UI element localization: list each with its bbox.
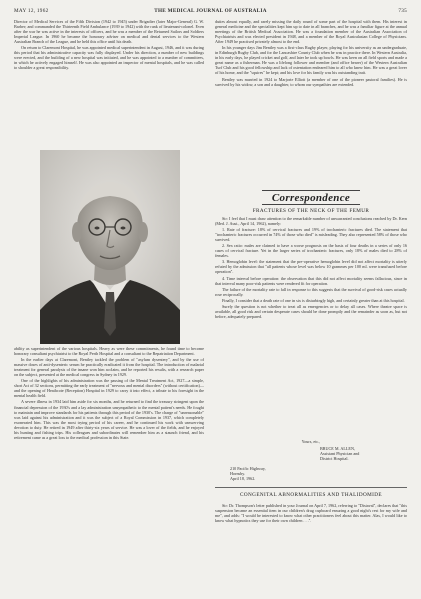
paragraph: A severe illness in 1934 laid him aside for six months, and he returned to find the treasury stringent upon the financial depression of the 1930's and a lay administration unsympathetic to the mental patient's needs. He fought to maintain and improve standards for his patients through this period of the 1930's. The charge of "unreasonable" was laid against his administration and it was the subject of a Royal Commission in 1937, which completely exonerated him. This was the most trying period of his career, and he continued his work with unswerving devotion to duty. He retired in 1949 after thirty-six years of service. He was a lover of the fields, and he enjoyed his hunting and fishing trips. His colleagues and subordinates will remember him as a staunch friend, and his retirement came as a great loss to the medical profession in this State. bbox=[14, 399, 204, 440]
header-journal-title: THE MEDICAL JOURNAL OF AUSTRALIA bbox=[154, 8, 267, 14]
paragraph: Bentley was married in 1924 to Marjorie Elliott (a member of one of the pioneer pastoral families). He is survived by his widow, a son and a daughter, to whom our sympathies are extended. bbox=[215, 76, 407, 87]
letter-signature bbox=[320, 446, 410, 461]
letter-closing: Yours, etc., bbox=[301, 439, 321, 444]
header-date: MAY 12, 1962 bbox=[14, 8, 49, 14]
signer-title: Assistant Physician and bbox=[320, 451, 360, 457]
paragraph: One of the highlights of his administration was the passing of the Mental Treatment Act, 1927—a simple, short Act of 32 sections, permitting the early treatment of "nervous and mental disorders" (without certification)—and the opening of Heathcote (Reception) Hospital in 1929 to carry it into effect, a tribute to his foresight in the mental health field. bbox=[14, 378, 204, 399]
letter-heading-fractures: FRACTURES OF THE NECK OF THE FEMUR bbox=[252, 208, 370, 214]
divider bbox=[262, 204, 360, 205]
address-line: Hornsby. bbox=[230, 471, 246, 477]
paragraph: Sir: Dr. Thompson's letter published in your Journal on April 7, 1962, referring to "Distaval", declares that "this suspension became an essential item in our children's drug cupboard ensuring a good night's rest for my wife and me", and adds: "I would be interested to know what other practitioners feel about this matter. Alas, I would like to know what hypnotics they use for their own children . . .". bbox=[215, 503, 407, 524]
signer-name: BRUCE M. ALLEN, bbox=[320, 446, 355, 451]
paragraph: 4. Time interval before operation: the observation that this did not affect mortality seems fallacious, since in that interval many poor-risk patients were rendered fit for operation. bbox=[215, 275, 407, 286]
right-column-obituary-text bbox=[215, 19, 407, 183]
portrait-image bbox=[40, 150, 180, 344]
paragraph: Director of Medical Services of the Fifth Division (1942 to 1945) under Brigadier (later Major-General) G. W. Barber; and commanded the Thirteenth Field Ambulance (1939 to 1942) with the rank of lieutenant-colonel. Even after the war he was active in the interests of officers, and he was a member of the Returned Sailors and Soldiers Imperial League. In 1960 he became the honorary adviser on medical and dental services to the Western Australian Branch of the League, and he held this office until his death. bbox=[14, 19, 204, 45]
address-line: 210 Pacific Highway, bbox=[230, 466, 266, 471]
letter-thalidomide-body bbox=[215, 503, 407, 555]
paragraph: Surely the question is not whether to treat all as emergencies or to delay all cases. Where theatre space is available, all good risk and certain desperate cases should be done promptly and the remainder as soon as, but not before, adequately prepared. bbox=[215, 303, 407, 319]
paragraph: Finally, I consider that a death rate of one in six is disturbingly high, and certainly greater than at this hospital. bbox=[222, 297, 405, 303]
page-header bbox=[14, 6, 407, 16]
paragraph: On return to Claremont Hospital, he was appointed medical superintendent in August, 1946, and it was during this period that his administrative capacity was fully displayed. Under his direction, a number of new buildings were erected, and the building of a new hospital was initiated, and he was appointed to a number of committees, in which he actively engaged himself. He was also appointed an inspector of mental hospitals, and he was called to shoulder a great responsibility. bbox=[14, 45, 204, 71]
paragraph: The failure of the mortality rate to fall in response to this suggests that the survival of good-risk cases actually rose reciprocally. bbox=[215, 286, 407, 297]
paragraph: 1. Rate of fracture: 18% of cervical fractures and 19% of trochanteric fractures died. The statement that "trochanteric fractures occurred in 74% of those who died" is misleading. They also represented 58% of those who survived. bbox=[215, 227, 407, 243]
address-line: April 18, 1962. bbox=[230, 476, 256, 482]
letter-address bbox=[230, 466, 330, 481]
letter-heading-thalidomide: CONGENITAL ABNORMALITIES AND THALIDOMIDE bbox=[240, 492, 382, 498]
signer-title: District Hospital. bbox=[320, 456, 349, 462]
paragraph: In the earlier days at Claremont, Bentley tackled the problem of "asylum dysentery", and by the use of massive doses of anti-dysenteric serum he practically eradicated it from the hospital. The introduction of malarial treatment for general paralysis of the insane won him acclaim, and he reported his results, with a research paper on the subject, presented at the medical congress in Sydney in 1929. bbox=[14, 357, 204, 378]
left-column-bottom-text bbox=[14, 346, 204, 589]
header-page-number: 735 bbox=[398, 8, 407, 14]
letter-fractures-body bbox=[215, 216, 407, 438]
divider bbox=[262, 190, 360, 191]
paragraph: In his younger days Jim Bentley was a first-class Rugby player, playing for his university as an undergraduate, in Edinburgh Rugby Club, and for the Lancashire County Club when he was in practice there. In Western Australia, in his early days, he played cricket and golf, and later he took up bowls. He was keen on all field sports and made a great name as a fisherman. He was a lifelong follower and member (and office bearer) of the Western Australian Turf Club and his good fellowship and lack of ostentation endeared him to all who knew him. He was a great lover of his home, and the "squires" he kept; and his love for his family was his outstanding trait. bbox=[215, 45, 407, 76]
obituary-portrait-photo bbox=[40, 150, 180, 344]
section-title-correspondence: Correspondence bbox=[271, 192, 351, 204]
left-column-top-text bbox=[14, 19, 204, 148]
paragraph: duties almost equally, and rarely missing the daily round of some part of the hospital with them. His interest in general medicine and the specialities kept him up to date in all branches, and he was a familiar figure at the annual meetings of the British Medical Association. He was a foundation member of the Australian Association of Psychiatrists and was elected president in 1948, and a member of the Royal Australasian College of Physicians. After 1949 he practised privately almost to the end. bbox=[215, 19, 407, 45]
divider bbox=[215, 487, 407, 488]
paragraph: ability as superintendent of the various hospitals. Heavy as were these commitments, he found time to become honorary consultant psychiatrist to the Royal Perth Hospital and a consultant to the Repatriation Department. bbox=[14, 346, 204, 357]
paragraph: 2. Sex ratio: males are claimed to have a worse prognosis on the basis of four deaths in a series of only 16 cases of cervical fracture. Yet in the larger series of trochanteric fractures, only 18% of males died to 28% of females. bbox=[215, 243, 407, 259]
paragraph: 3. Hemoglobin level: the statement that the pre-operative hemoglobin level did not affect mortality is utterly refuted by the admission that "all patients whose level was below 10 grammes per 100 ml. were transfused before operation". bbox=[215, 259, 407, 275]
paragraph: Sir: I feel that I must draw attention to the remarkable number of unwarranted conclusions reached by Dr. Kern (Med. J. Aust., April 14, 1962), namely: bbox=[215, 216, 407, 227]
